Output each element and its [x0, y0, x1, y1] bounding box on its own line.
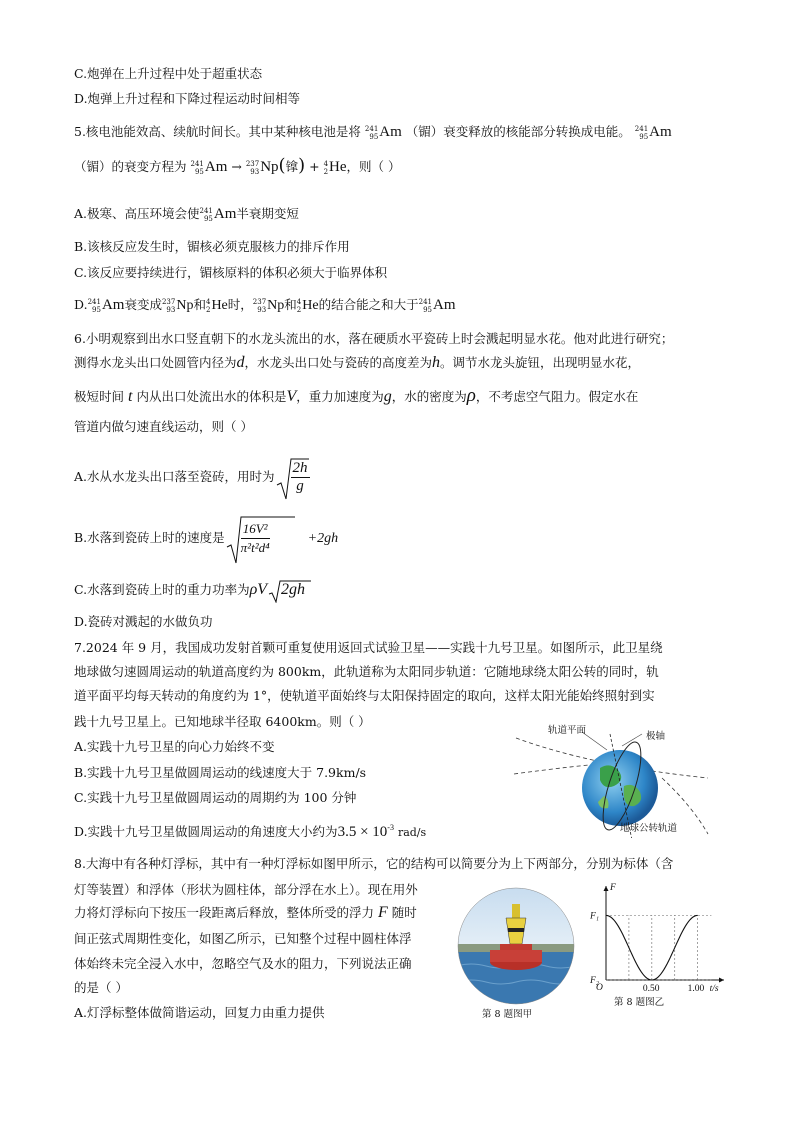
- q5-option-b: B.该核反应发生时，镅核必须克服核力的排斥作用: [74, 239, 350, 254]
- earth-orbit-figure: [512, 716, 712, 838]
- q8-stem-line5: 体始终未完全浸入水中，忽略空气及水的阻力，下列说法正确: [74, 956, 412, 971]
- q7-option-d: D.实践十九号卫星做圆周运动的角速度大小约为$3.5 \times 10^{-3}$ rad/s: [74, 823, 427, 840]
- earth: [582, 750, 658, 826]
- q8-stem-line1: 8.大海中有各种灯浮标，其中有一种灯浮标如图甲所示，它的结构可以简要分为上下两部分，分别为标体（含: [74, 856, 674, 871]
- buoy-photo: [456, 886, 576, 1006]
- q5-stem-line1: 5.核电池能效高、续航时间长。其中某种核电池是将 241 95 Am （镅）衰变释放的核能部分转换成电能。 241 95 Am: [74, 124, 672, 141]
- nuclide-he: 4 2 He: [205, 297, 228, 314]
- q6-stem-line3: 极短时间 t 内从出口处流出水的体积是V，重力加速度为g，水的密度为ρ，不考虑空气阻力。假定水在: [74, 385, 639, 406]
- label-earth-orbit: 地球公转轨道: [620, 823, 678, 834]
- force-time-plot: [584, 878, 730, 996]
- q6-option-b: B.水落到瓷砖上时的速度是 $\frac{\text{16V²}}{\text{π²t²d⁴}}$ +2gh: [74, 512, 338, 564]
- label-orbit-plane: 轨道平面: [548, 725, 587, 736]
- q8-stem-line6: 的是（ ）: [74, 980, 128, 995]
- q8-option-a: A.灯浮标整体做简谐运动，回复力由重力提供: [74, 1005, 325, 1020]
- q6-option-c: C.水落到瓷砖上时的重力功率为ρV 2gh: [74, 578, 305, 602]
- q7-stem-line1: 7.2024 年 9 月，我国成功发射首颗可重复使用返回式试验卫星——实践十九号卫星。如图所示，此卫星绕: [74, 640, 663, 655]
- nuclide-he: 4 2 He: [296, 297, 319, 314]
- nuclide-am: 241 95 Am: [364, 124, 402, 141]
- y-axis-arrow: [604, 886, 609, 891]
- y-tick-label: F₂: [590, 976, 600, 986]
- y-axis-label: F: [610, 883, 616, 893]
- nuclide-np: 237 93 Np: [252, 297, 285, 314]
- nuclide-np: 237 93 Np: [161, 297, 194, 314]
- q7-stem-line4: 践十九号卫星上。已知地球半径取 6400km。则（ ）: [74, 714, 371, 729]
- caption-figure-yi: 第 8 题图乙: [614, 997, 665, 1008]
- q8-stem-line4: 间正弦式周期性变化，如图乙所示，已知整个过程中圆柱体浮: [74, 931, 412, 946]
- nuclide-am: 241 95 Am: [190, 159, 228, 176]
- x-axis-arrow: [719, 978, 724, 983]
- earth-orbit-diagram: [512, 716, 712, 838]
- buoy-figure: [456, 886, 576, 1018]
- q6-option-a: A.水从水龙头出口落至瓷砖，用时为 $\frac{2h}{g}$: [74, 454, 310, 500]
- q5-stem-line2: （镅）的衰变方程为 241 95 Am → 237 93 Np(镎) + 4 2 He，则（ ）: [74, 155, 401, 176]
- x-tick-label: 1.00: [687, 984, 705, 994]
- q6-stem-line2: 测得水龙头出口处圆管内径为d，水龙头出口处与瓷砖的高度差为h。调节水龙头旋钮，出现明显水花，: [74, 354, 641, 371]
- q8-stem-line3: 力将灯浮标向下按压一段距离后释放，整体所受的浮力 F 随时: [74, 904, 417, 921]
- origin-label: O: [596, 983, 603, 993]
- q7-option-c: C.实践十九号卫星做圆周运动的周期约为 100 分钟: [74, 790, 357, 805]
- nuclide-he: 4 2 He: [323, 159, 347, 176]
- label-pole-axis: 极轴: [646, 731, 666, 742]
- q7-option-b: B.实践十九号卫星做圆周运动的线速度大于 7.9km/s: [74, 765, 367, 780]
- nuclide-am: 241 95 Am: [199, 206, 237, 223]
- arrow-icon: →: [231, 159, 242, 174]
- x-axis-label: t/s: [709, 984, 719, 994]
- q6-stem-line1: 6.小明观察到出水口竖直朝下的水龙头流出的水，落在硬质水平瓷砖上时会溅起明显水花。他对此进行研究；: [74, 331, 674, 346]
- y-tick-label: F₁: [590, 911, 600, 922]
- q7-stem-line3: 道平面平均每天转动的角度约为 1°，使轨道平面始终与太阳保持固定的取向，这样太阳光能始终照射到实: [74, 688, 655, 703]
- q6-stem-line4: 管道内做匀速直线运动，则（ ）: [74, 419, 253, 434]
- q5-option-c: C.该反应要持续进行，镅核原料的体积必须大于临界体积: [74, 265, 388, 280]
- nuclide-am: 241 95 Am: [634, 124, 672, 141]
- nuclide-am: 241 95 Am: [418, 297, 456, 314]
- q4-option-d: D.炮弹上升过程和下降过程运动时间相等: [74, 91, 301, 106]
- q7-option-a: A.实践十九号卫星的向心力始终不变: [74, 739, 275, 754]
- q5-option-d: D. 241 95 Am衰变成 237 93 Np和 4 2 He时， 237 93 Np和 4 2 He的结合能之和大于 241 95 Am: [74, 297, 456, 314]
- caption-figure-jia: 第 8 题图甲: [482, 1009, 533, 1020]
- nuclide-np: 237 93 Np: [245, 159, 279, 176]
- q7-stem-line2: 地球做匀速圆周运动的轨道高度约为 800km，此轨道称为太阳同步轨道：它随地球绕太阳公转的同时，轨: [74, 664, 659, 679]
- q6-option-d: D.瓷砖对溅起的水做负功: [74, 614, 213, 629]
- x-tick-label: 0.50: [642, 984, 660, 994]
- q4-option-c: C.炮弹在上升过程中处于超重状态: [74, 66, 263, 81]
- nuclide-am: 241 95 Am: [87, 297, 125, 314]
- q5-option-a: A.极寒、高压环境会使 241 95 Am半衰期变短: [74, 206, 299, 223]
- q8-stem-line2: 灯等装置）和浮体（形状为圆柱体，部分浮在水上）。现在用外: [74, 882, 418, 897]
- force-time-chart: [584, 878, 730, 1014]
